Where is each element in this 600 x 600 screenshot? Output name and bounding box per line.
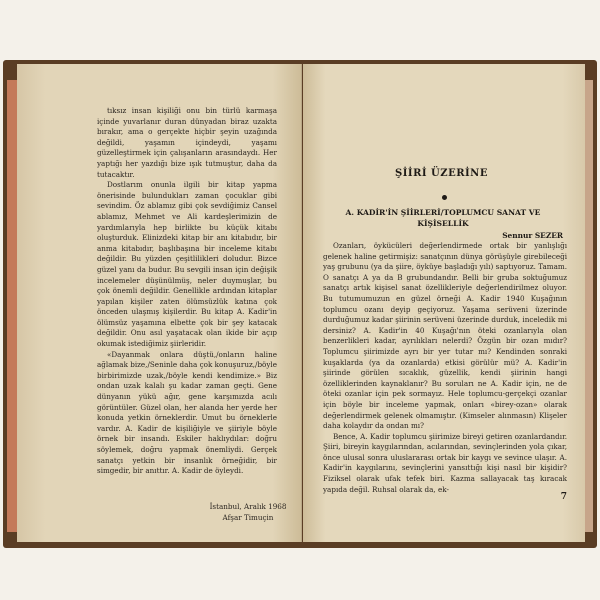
page-number: 7 [560, 492, 567, 502]
left-paragraph-3: «Dayanmak onlara düştü,/onların haline ağlamak bize,/Seninle daha çok konuşuruz,/böyle birbirimizde uzak,/böyle kendi kendimize.» Biz ondan uzak kalalı şu kadar zaman geçti. Gene dünyanın yükü ağır, gene karşımızda acılı görüntüler. Güzel olan, her alanda her yerde her konuda yetkin örneklerdir. Umut bu örneklerle vardır. A. Kadir de kişiliğiyle ve şiiriyle böyle örnek bir insandı. Eskiler haklıydılar: doğru söylemek, doğru yapmak önemliydi. Gerçek sanatçı yetkin bir insanlık örneğidir, bir simgedir, bir anıttır. A. Kadir de öyleydi. [97, 349, 277, 476]
left-paragraph-1: tıksız insan kişiliği onu bin türlü karmaşa içinde yuvarlanır duran dünyadan biraz uzakta bırakır, ama o gerçekte hiçbir şeyin uzağında değildi, yaşamın içindeydi, yaşamı güzelleştirmek için çalışanların arasındaydı. Her yaptığı her yazdığı bize ışık tutmuştur, daha da tutacaktır. [97, 106, 277, 179]
right-paragraph-1: Ozanları, öykücüleri değerlendirmede ortak bir yanlışlığı gelenek haline getirmişiz: sanatçının dünya görüşüyle girebileceği yaş grubunu (ya da şiire, öyküye başladığı yılı) saptıyoruz. Tamam. O sanatçı A ya da B grubundandır. Belli bir gruba soktuğumuz sanatçı artık kişisel sanat özellikleriyle değerlendirilmez oluyor. Bu tutumumuzun en güzel örneği A. Kadir 1940 Kuşağının toplumcu ozanı deyip geçiyoruz. Yaşama serüveni üzerinde durduğumuz kadar şiirinin serüveni üzerinde durduk, inceledik mi dersiniz? A. Kadir'in 40 Kuşağı'nın öteki ozanlarıyla olan benzerlikleri kadar, ayrılıkları nelerdi? Özgün bir ozan mıdır? Toplumcu şiirimizde ayrı bir yer tutar mı? Kendinden sonraki kuşaklarda (ya da ozanlarda) etkisi görülür mü? A. Kadir'in şiirinde görülen sıcaklık, güzellik, kendi şiirinin hangi özelliklerinden kaynaklanır? Bu soruları ne A. Kadir için, ne de öteki ozanlar için pek sormayız. Hele toplumcu-gerçekçi ozanlar için böyle bir inceleme yapmak, onları «birey-ozan» olarak değerlendirmek gelenek olmamıştır. (Kimseler alınmasın) Klişeler daha kolaydır da ondan mı? [323, 241, 567, 431]
right-page-text [323, 241, 567, 495]
signoff [203, 502, 293, 523]
bullet-ornament [442, 195, 447, 200]
chapter-title: ŞİİRİ ÜZERİNE [395, 168, 488, 179]
left-paragraph-2: Dostlarım onunla ilgili bir kitap yapma önerisinde bulundukları zaman çocuklar gibi sevindim. Öz ablamız gibi çok sevdiğimiz Cansel ablamız, Mehmet ve Ali kardeşlerimizin de yardımlarıyla hep birlikte bu küçük kitabı oluşturduk. Elinizdeki kitap bir anı kitabıdır, bir anma kitabıdır, başlıbaşına bir inceleme kitabı değildir. Bu yüzden çeşitlilikleri doludur. Bizce güzel yanı da budur. Bu sevgili insan için değişik incelemeler düşünülmüş, neler duymuşlar, bu çok önemli değildir. Genellikle ardından kitaplar yapılan kişiler zaten ölümsüzlük katına çok önceden ulaşmış kişilerdir. Bu kitap A. Kadir'in ölümsüz yaşamına elbette çok bir şey katacak değildir. Onu asıl yaşatacak olan ikide bir açıp okumak istediğimiz şiirleridir. [97, 180, 277, 349]
page-edge-left [7, 80, 17, 532]
place-date: İstanbul, Aralık 1968 [209, 502, 287, 511]
left-page-text [97, 106, 277, 477]
open-book [3, 60, 597, 548]
right-paragraph-2: Bence, A. Kadir toplumcu şiirimize bireyi getiren ozanlardandır. Şiiri, bireyin kaygılarından, acılarından, sevinçlerinden yola çıkar, önce ulusal sonra uluslararası ortak bir kaygı ve sevince ulaşır. A. Kadir'in kaygılarını, sevinçlerini yansıttığı kişi nasıl bir kişidir? Fiziksel olarak ufak tefek biri. Kazma sallayacak taş kıracak yapıda değil. Ruhsal olarak da, ek- [323, 431, 567, 494]
left-page [17, 64, 302, 542]
right-page [303, 64, 585, 542]
article-author: Sennur SEZER [502, 231, 563, 240]
signature: Afşar Timuçin [222, 512, 274, 522]
article-subtitle: A. KADİR'İN ŞİİRLERİ/TOPLUMCU SANAT VE KİŞİSELLİK [345, 208, 541, 228]
